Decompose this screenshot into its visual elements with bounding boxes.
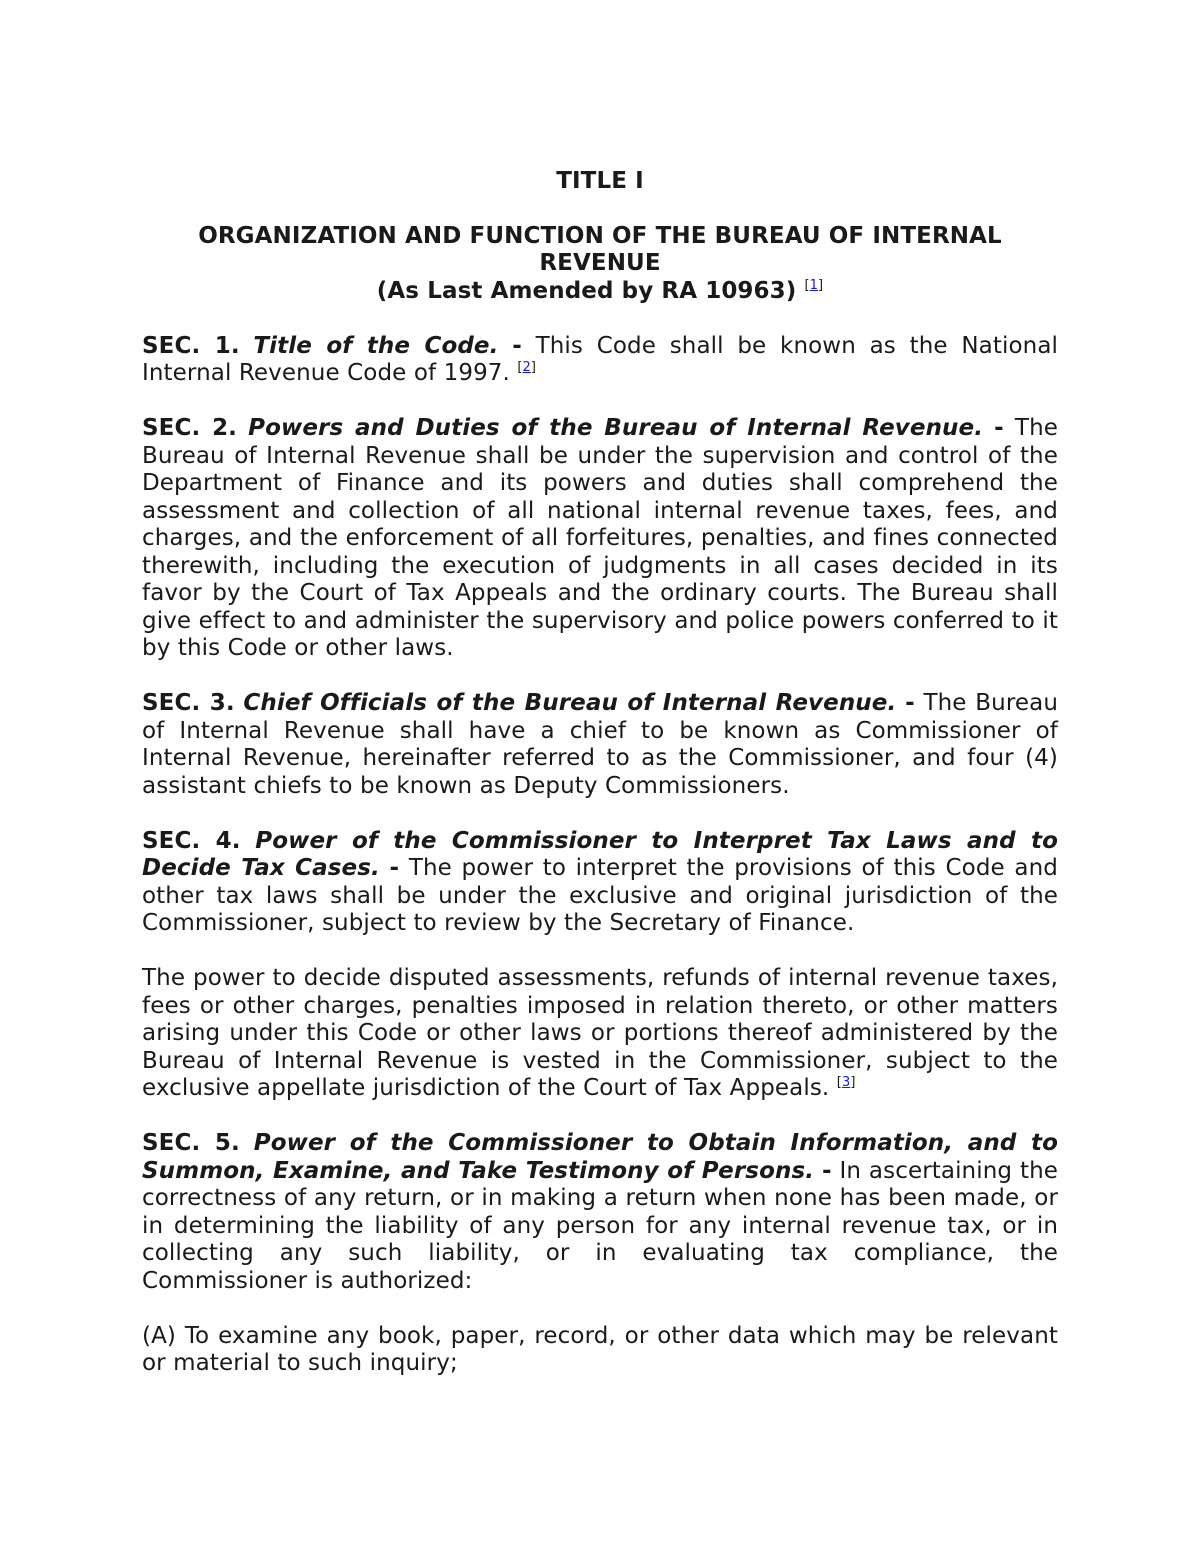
document-heading: ORGANIZATION AND FUNCTION OF THE BUREAU OF INTERNAL REVENUE (198, 222, 1002, 276)
section-1 (142, 333, 1058, 388)
amendment-text: (As Last Amended by RA 10963) (376, 277, 797, 304)
section-dash: - (389, 855, 400, 881)
section-title: Title of the Code. (253, 332, 499, 359)
section-2 (142, 415, 1058, 663)
document-body (142, 168, 1058, 1405)
section-dash: - (905, 690, 915, 716)
section-text: This Code shall be known as the National Internal Revenue Code of 1997. (142, 332, 1059, 386)
section-dash: - (821, 1157, 832, 1184)
section-number: SEC. 3. (142, 690, 235, 716)
document-title: TITLE I (556, 168, 644, 194)
footnote-link-3[interactable]: 3 (841, 1075, 851, 1090)
section-title: Chief Officials of the Bureau of Internal Revenue. (243, 690, 897, 716)
section-title: Powers and Duties of the Bureau of Internal Revenue. (248, 415, 984, 441)
footnote-link-2[interactable]: 2 (522, 360, 531, 375)
section-text: The Bureau of Internal Revenue shall have a chief to be known as Commissioner of Internal Revenue, hereinafter referred to as the Commissioner, and four (4) assistant chiefs to be known as Deputy Commissioners. (142, 690, 1058, 799)
section-number: SEC. 2. (142, 415, 238, 441)
section-dash: - (512, 332, 522, 359)
section-3 (142, 690, 1058, 800)
section-text: The power to decide disputed assessments, refunds of internal revenue taxes, fees or other charges, penalties imposed in relation thereto, or other matters arising under this Code or other laws or portions thereof administered by the Bureau of Internal Revenue is vested in the Commissioner, subject to the exclusive appellate jurisdiction of the Court of Tax Appeals. (142, 965, 1058, 1101)
section-number: SEC. 4. (142, 827, 241, 854)
section-4-paragraph-2 (142, 965, 1058, 1103)
section-text: In ascertaining the correctness of any return, or in making a return when none has been made, or in determining the liability of any person for any internal revenue tax, or in collecting any such liability, or in evaluating tax compliance, the Commissioner is authorized: (142, 1157, 1059, 1294)
section-5-item-a: (A) To examine any book, paper, record, or other data which may be relevant or material to such inquiry; (142, 1322, 1058, 1376)
section-title: Power of the Commissioner to Interpret Tax Laws and to Decide Tax Cases. (142, 827, 1058, 881)
amendment-note (142, 278, 1058, 306)
section-number: SEC. 1. (142, 332, 240, 359)
footnote-ref: [3] (836, 1075, 856, 1090)
section-title: Power of the Commissioner to Obtain Information, and to Summon, Examine, and Take Testimony of Persons. (142, 1130, 1058, 1184)
section-5 (142, 1130, 1058, 1295)
footnote-link-1[interactable]: 1 (809, 277, 819, 293)
footnote-ref: [1] (804, 277, 824, 293)
section-number: SEC. 5. (142, 1130, 240, 1156)
section-text: The power to interpret the provisions of this Code and other tax laws shall be under the exclusive and original jurisdiction of the Commissioner, subject to review by the Secretary of Finance. (142, 855, 1058, 936)
section-dash: - (994, 415, 1004, 441)
section-4 (142, 828, 1058, 938)
section-text: The Bureau of Internal Revenue shall be under the supervision and control of the Department of Finance and its powers and duties shall comprehend the assessment and collection of all national internal revenue taxes, fees, and charges, and the enforcement of all forfeitures, penalties, and fines connected therewith, including the execution of judgments in all cases decided in its favor by the Court of Tax Appeals and the ordinary courts. The Bureau shall give effect to and administer the supervisory and police powers conferred to it by this Code or other laws. (142, 415, 1058, 661)
footnote-ref: [2] (517, 360, 537, 375)
